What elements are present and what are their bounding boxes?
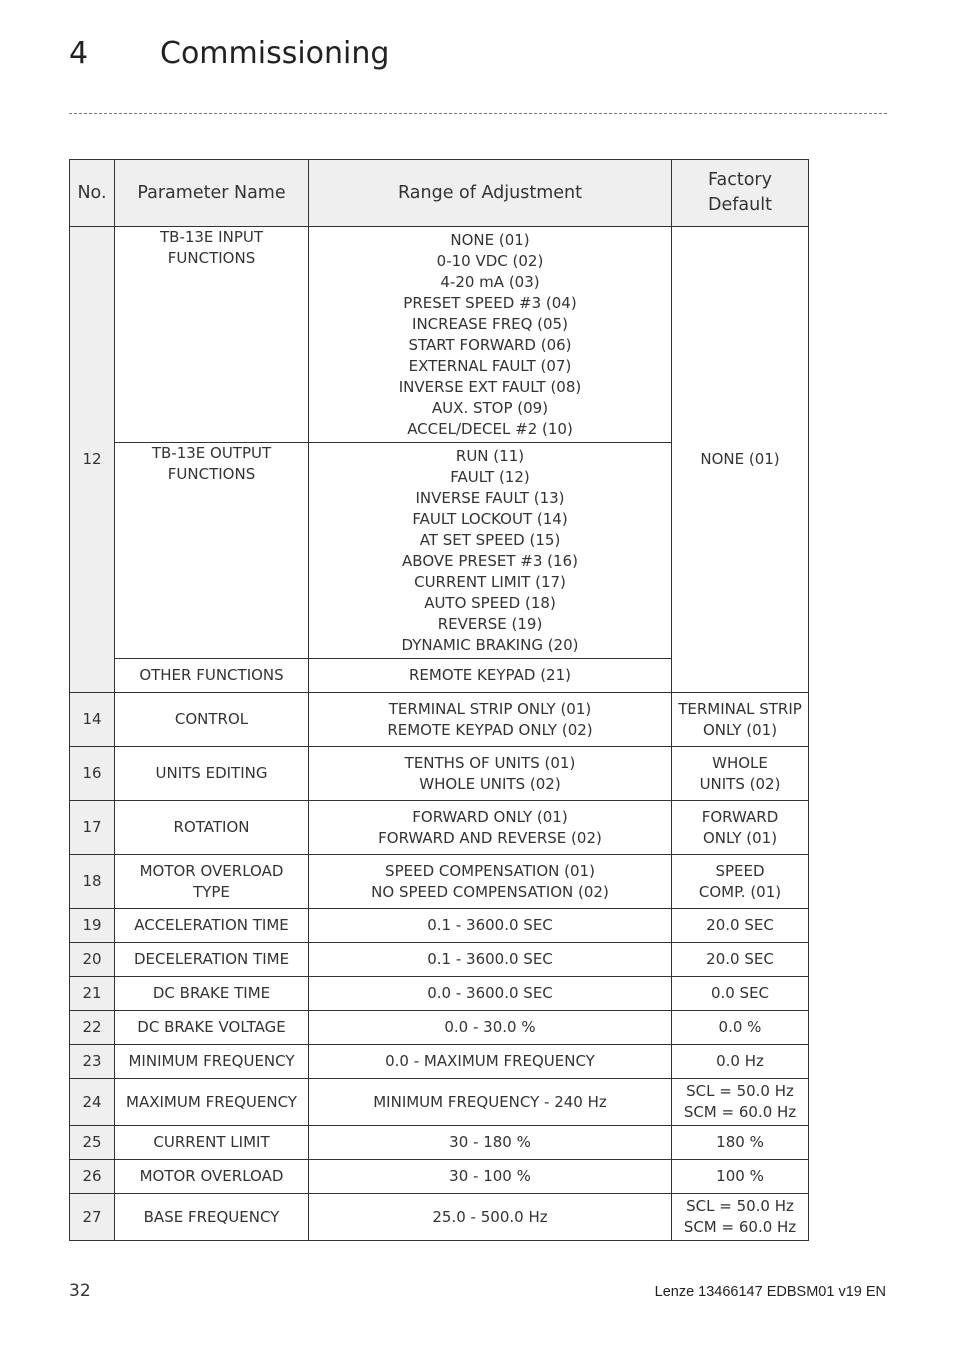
column-header-line: Default — [708, 195, 772, 215]
param-name-line: TB-13E INPUT — [159, 228, 264, 246]
table-row — [70, 909, 809, 943]
param-default: NONE (01) — [672, 227, 809, 693]
table-row — [70, 227, 809, 443]
range-option: FAULT LOCKOUT (14) — [412, 509, 568, 528]
param-name-line: TYPE — [193, 882, 230, 901]
param-default — [672, 1011, 809, 1045]
param-number: 24 — [70, 1079, 115, 1126]
param-name — [115, 801, 309, 855]
param-default-line: WHOLE — [712, 753, 768, 772]
param-range — [309, 1045, 672, 1079]
param-range-line: NO SPEED COMPENSATION (02) — [371, 882, 609, 901]
range-option: AUX. STOP (09) — [431, 398, 549, 417]
table-row — [70, 1194, 809, 1241]
param-name-line: DC BRAKE TIME — [152, 984, 271, 1002]
param-name — [115, 977, 309, 1011]
param-default — [672, 1160, 809, 1194]
param-range — [309, 855, 672, 909]
param-range-line: FORWARD AND REVERSE (02) — [378, 828, 602, 847]
param-range-line: FORWARD ONLY (01) — [412, 807, 568, 826]
range-option: START FORWARD (06) — [408, 335, 572, 354]
param-name — [115, 1045, 309, 1079]
param-number: 16 — [70, 747, 115, 801]
range-option: NONE (01) — [450, 230, 530, 249]
param-number: 17 — [70, 801, 115, 855]
param-number: 22 — [70, 1011, 115, 1045]
param-range-line: 0.0 - 30.0 % — [444, 1018, 536, 1036]
param-number: 14 — [70, 693, 115, 747]
param-name-line: FUNCTIONS — [167, 465, 256, 483]
param-name-line: MOTOR OVERLOAD — [139, 1167, 284, 1185]
param-name-line: DECELERATION TIME — [133, 950, 290, 968]
param-name-line: CONTROL — [174, 710, 249, 728]
range-option: 0-10 VDC (02) — [436, 251, 544, 270]
param-default-line: UNITS (02) — [699, 774, 781, 793]
range-option: INCREASE FREQ (05) — [412, 314, 568, 333]
param-range — [309, 227, 672, 443]
param-name — [115, 1079, 309, 1126]
column-header-factory-default — [672, 160, 809, 227]
param-range-line: REMOTE KEYPAD ONLY (02) — [387, 720, 593, 739]
param-name-line: TB-13E OUTPUT — [151, 444, 272, 462]
param-default — [672, 801, 809, 855]
param-name — [115, 227, 309, 443]
range-option: CURRENT LIMIT (17) — [414, 572, 566, 591]
param-default-line: SCL = 50.0 Hz — [686, 1082, 794, 1100]
param-name-line: DC BRAKE VOLTAGE — [137, 1018, 286, 1036]
param-range: REMOTE KEYPAD (21) — [309, 659, 672, 693]
range-option: FAULT (12) — [450, 467, 530, 486]
param-name: OTHER FUNCTIONS — [115, 659, 309, 693]
param-default — [672, 909, 809, 943]
param-default — [672, 977, 809, 1011]
param-range-line: TENTHS OF UNITS (01) — [404, 753, 576, 772]
param-name — [115, 443, 309, 659]
param-range-line: 30 - 180 % — [449, 1133, 531, 1151]
param-range-line: 0.0 - 3600.0 SEC — [427, 984, 553, 1002]
param-name-line: ROTATION — [173, 818, 250, 836]
param-name — [115, 1011, 309, 1045]
range-option: EXTERNAL FAULT (07) — [408, 356, 572, 375]
param-default-line: 0.0 % — [718, 1018, 762, 1036]
param-range-line: TERMINAL STRIP ONLY (01) — [388, 699, 592, 718]
table-row — [70, 855, 809, 909]
range-option: REVERSE (19) — [437, 614, 543, 633]
chapter-title: Commissioning — [160, 36, 390, 71]
param-range-line: MINIMUM FREQUENCY - 240 Hz — [373, 1092, 607, 1111]
param-name — [115, 1160, 309, 1194]
param-name-line: MINIMUM FREQUENCY — [128, 1052, 295, 1070]
column-header-range: Range of Adjustment — [309, 160, 672, 227]
param-name-line: BASE FREQUENCY — [143, 1207, 280, 1226]
param-default-line: 0.0 Hz — [716, 1052, 764, 1070]
param-range — [309, 943, 672, 977]
range-option: DYNAMIC BRAKING (20) — [401, 635, 579, 654]
chapter-number: 4 — [69, 36, 89, 71]
param-number: 18 — [70, 855, 115, 909]
param-name — [115, 693, 309, 747]
param-default-line: 20.0 SEC — [706, 916, 774, 934]
table-header-row — [70, 160, 809, 227]
range-option: AT SET SPEED (15) — [419, 530, 561, 549]
param-default-line: SCL = 50.0 Hz — [686, 1197, 794, 1215]
table-row — [70, 693, 809, 747]
param-range-line: 0.1 - 3600.0 SEC — [427, 916, 553, 934]
param-default-line: SCM = 60.0 Hz — [683, 1103, 797, 1121]
header-divider — [69, 113, 887, 114]
param-default-line: COMP. (01) — [698, 882, 782, 901]
param-number: 19 — [70, 909, 115, 943]
param-default — [672, 693, 809, 747]
param-range — [309, 801, 672, 855]
param-range — [309, 747, 672, 801]
range-option: AUTO SPEED (18) — [424, 593, 556, 612]
range-option: ACCEL/DECEL #2 (10) — [407, 419, 573, 438]
range-option: ABOVE PRESET #3 (16) — [402, 551, 578, 570]
param-name — [115, 747, 309, 801]
param-number: 23 — [70, 1045, 115, 1079]
param-default — [672, 1194, 809, 1241]
param-default — [672, 1126, 809, 1160]
parameter-table — [69, 159, 809, 1241]
param-name — [115, 1194, 309, 1241]
table-row — [70, 1011, 809, 1045]
range-option: INVERSE EXT FAULT (08) — [398, 377, 582, 396]
param-range — [309, 1079, 672, 1126]
param-default-line: SPEED — [715, 861, 765, 880]
param-default — [672, 943, 809, 977]
table-row — [70, 943, 809, 977]
param-range-line: WHOLE UNITS (02) — [419, 774, 561, 793]
param-name-line: ACCELERATION TIME — [134, 916, 289, 934]
param-name — [115, 855, 309, 909]
param-default-line: 100 % — [716, 1167, 764, 1185]
param-default — [672, 747, 809, 801]
document-id: Lenze 13466147 EDBSM01 v19 EN — [654, 1284, 886, 1300]
table-row — [70, 977, 809, 1011]
param-range-line: 25.0 - 500.0 Hz — [432, 1207, 548, 1226]
param-name — [115, 909, 309, 943]
param-name-line: CURRENT LIMIT — [153, 1133, 270, 1151]
param-default-line: 20.0 SEC — [706, 950, 774, 968]
param-default — [672, 1045, 809, 1079]
param-default-line: ONLY (01) — [702, 828, 778, 847]
param-default-line: ONLY (01) — [702, 720, 778, 739]
param-default-line: SCM = 60.0 Hz — [683, 1218, 797, 1236]
param-range — [309, 443, 672, 659]
range-option: 4-20 mA (03) — [440, 272, 540, 291]
param-range-line: 30 - 100 % — [449, 1167, 531, 1185]
param-default-line: FORWARD — [701, 807, 779, 826]
column-header-line: Factory — [708, 170, 772, 190]
param-range — [309, 1160, 672, 1194]
param-range — [309, 1011, 672, 1045]
range-option: PRESET SPEED #3 (04) — [403, 293, 577, 312]
column-header-no: No. — [70, 160, 115, 227]
param-default-line: 180 % — [716, 1133, 764, 1151]
param-name-line: FUNCTIONS — [167, 249, 256, 267]
range-option: RUN (11) — [455, 446, 525, 465]
param-range — [309, 693, 672, 747]
param-default — [672, 855, 809, 909]
range-option: INVERSE FAULT (13) — [415, 488, 565, 507]
param-range — [309, 1194, 672, 1241]
table-row — [70, 747, 809, 801]
column-header-parameter-name: Parameter Name — [115, 160, 309, 227]
param-name — [115, 943, 309, 977]
param-range — [309, 977, 672, 1011]
param-default — [672, 1079, 809, 1126]
param-number: 12 — [70, 227, 115, 693]
table-row — [70, 1045, 809, 1079]
param-name-line: UNITS EDITING — [155, 764, 268, 782]
param-number: 26 — [70, 1160, 115, 1194]
param-default-line: 0.0 SEC — [710, 984, 770, 1002]
param-number: 25 — [70, 1126, 115, 1160]
table-row — [70, 1160, 809, 1194]
param-number: 27 — [70, 1194, 115, 1241]
param-range — [309, 909, 672, 943]
param-range-line: SPEED COMPENSATION (01) — [385, 861, 595, 880]
param-name-line: MAXIMUM FREQUENCY — [126, 1092, 297, 1111]
param-name-line: MOTOR OVERLOAD — [139, 861, 284, 880]
param-name — [115, 1126, 309, 1160]
page-number: 32 — [69, 1281, 91, 1301]
table-row — [70, 801, 809, 855]
param-range — [309, 1126, 672, 1160]
table-row — [70, 1126, 809, 1160]
param-default-line: TERMINAL STRIP — [678, 699, 802, 718]
param-range-line: 0.0 - MAXIMUM FREQUENCY — [385, 1052, 595, 1070]
table-row — [70, 1079, 809, 1126]
param-number: 21 — [70, 977, 115, 1011]
param-number: 20 — [70, 943, 115, 977]
param-range-line: 0.1 - 3600.0 SEC — [427, 950, 553, 968]
